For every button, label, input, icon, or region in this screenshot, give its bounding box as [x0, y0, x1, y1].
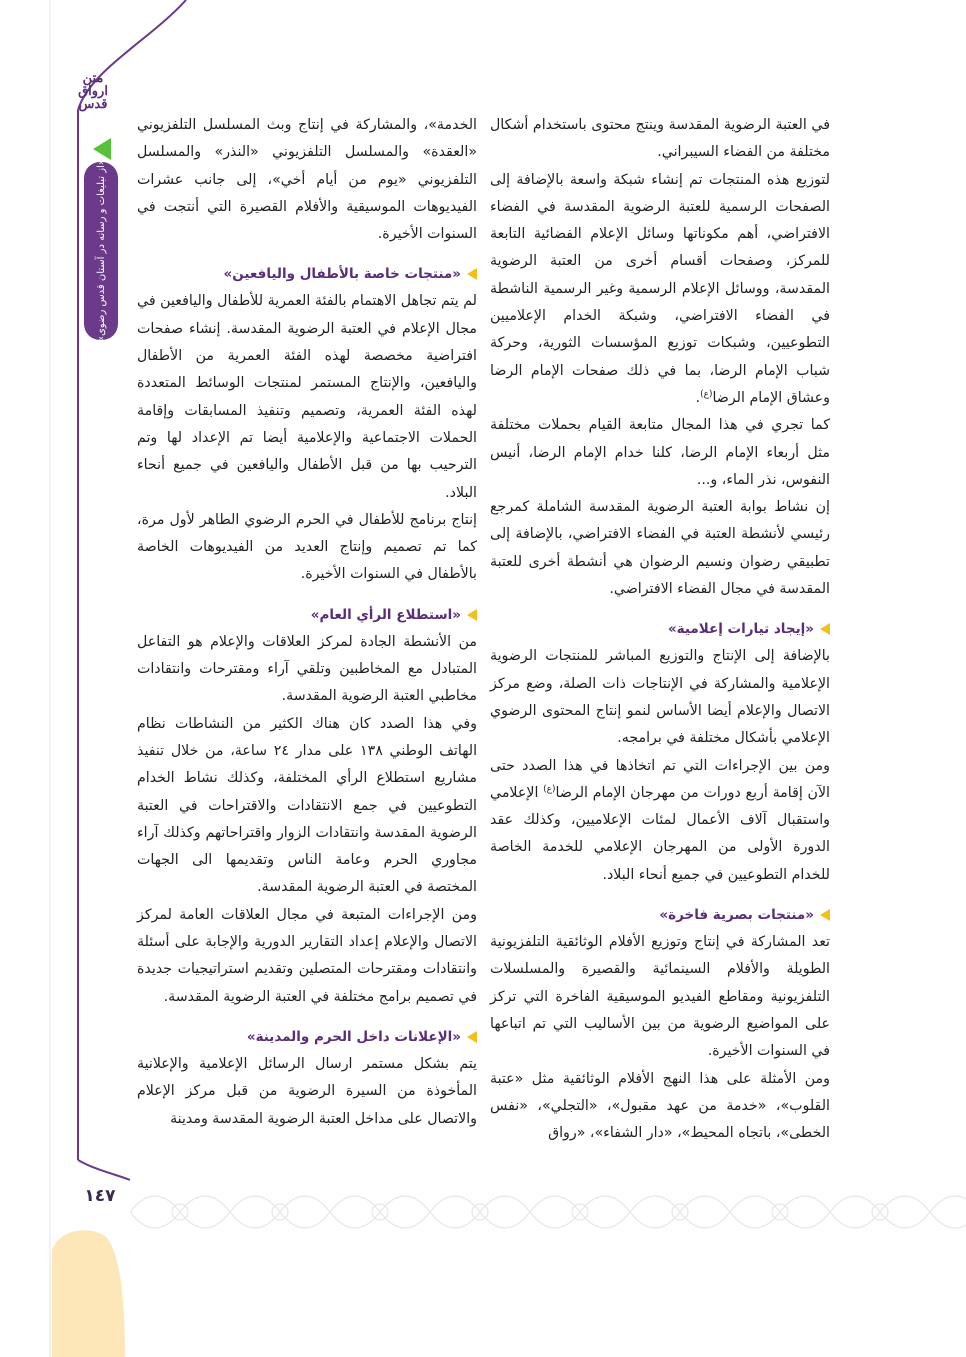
paragraph: الخدمة»، والمشاركة في إنتاج وبث المسلسل التلفزيوني «العقدة» والمسلسل التلفزيوني «النذر» والمسلسل التلفزيوني «يوم من أيام أخي»، إلى جانب عشرات الفيديوهات الموسيقية والأفلام القصيرة التي أنتجت في السنوات الأخيرة. [137, 117, 477, 243]
paragraph: إنتاج برنامج للأطفال في الحرم الرضوي الطاهر لأول مرة، كما تم تصميم وإنتاج العديد من الفيديوهات الخاصة بالأطفال في السنوات الأخيرة. [137, 511, 477, 583]
heading-arrow-icon [820, 909, 830, 921]
paragraph: في العتبة الرضوية المقدسة وينتج محتوى باستخدام أشكال مختلفة من الفضاء السيبراني. [490, 117, 830, 161]
decorative-pattern [130, 1180, 966, 1244]
paragraph: ومن بين الإجراءات التي تم اتخاذها في هذا الصدد حتى الآن إقامة أربع دورات من مهرجان الإمام الرضا$^{(ع)}$ الإعلامي واستقبال آلاف الأعمال لمئات الإعلاميين، وكذلك عقد الدورة الأولى من المهرجان الإعلامي للخدمة الخاصة للخدام التطوعيين في جميع أنحاء البلاد. [490, 757, 830, 883]
side-banner-text: «از تبلیغات و رسانه در آستان قدس رضوی» [95, 159, 107, 343]
paragraph: وفي هذا الصدد كان هناك الكثير من النشاطات نظام الهاتف الوطني ١٣٨ على مدار ٢٤ ساعة، من خلال تنفيذ مشاريع استطلاع الرأي المختلفة، وكذلك نشاط الخدام التطوعيين في جمع الانتقادات والاقتراحات في العتبة الرضوية المقدسة وانتقادات الزوار واقتراحاتهم وكذلك آراء مجاوري الحرم وعامة الناس وتقديمها الى الجهات المختصة في العتبة الرضوية المقدسة. [137, 715, 478, 896]
paragraph: إن نشاط بوابة العتبة الرضوية المقدسة الشاملة كمرجع رئيسي لأنشطة العتبة في الفضاء الافتراضي، بالإضافة إلى تطبيقي رضوان ونسيم الرضوان هي أنشطة أخرى للعتبة المقدسة في مجال الفضاء الافتراضي. [490, 499, 830, 598]
paragraph: ومن الأمثلة على هذا النهج الأفلام الوثائقية مثل «عتبة القلوب»، «خدمة من عهد مقبول»، «التجلي»، «نفس الخطى»، باتجاه المحيط»، «دار الشفاء»، «رواق [490, 1070, 830, 1142]
paragraph: لتوزيع هذه المنتجات تم إنشاء شبكة واسعة بالإضافة إلى الصفحات الرسمية للعتبة الرضوية المقدسة في الفضاء الافتراضي، أهم مكوناتها وسائل الإعلام الفضائية التابعة للمركز، وصفحات أقسام أخرى من العتبة الرضوية المقدسة، ووسائل الإعلام الرسمية وغير الرسمية الناشطة في الفضاء الافتراضي، وشبكة الخدام الإعلاميين التطوعيين، وشبكات توزيع المؤسسات الثورية، وحركة شباب الإمام الرضا، بما في ذلك صفحات الإمام الرضا وعشاق الإمام الرضا$^{(ع)}$. [490, 171, 830, 406]
right-column [490, 112, 830, 1147]
section-heading: «منتجات بصرية فاخرة» [490, 903, 830, 927]
section-heading: «إيجاد تيارات إعلامية» [490, 617, 830, 641]
paragraph: ومن الإجراءات المتبعة في مجال العلاقات العامة لمركز الاتصال والإعلام إعداد التقارير الدورية والإجابة على أسئلة وانتقادات ومقترحات المتصلين وتقديم استراتيجيات جديدة في تصميم برامج مختلفة في العتبة الرضوية المقدسة. [137, 906, 477, 1005]
section-heading: «الإعلانات داخل الحرم والمدينة» [137, 1025, 477, 1049]
paragraph: بالإضافة إلى الإنتاج والتوزيع المباشر للمنتجات الرضوية الإعلامية والمشاركة في الإنتاجات ذات الصلة، وضع مركز الاتصال والإعلام أيضا الأساس لنمو إنتاج المحتوى الرضوي الإعلامي بأشكال مختلفة في برامجه. [490, 648, 830, 747]
paragraph: تعد المشاركة في إنتاج وتوزيع الأفلام الوثائقية التلفزيونية الطويلة والأفلام السينمائية والقصيرة والمسلسلات التلفزيونية ومقاطع الفيديو الموسيقية الفاخرة التي تركز على المواضيع الرضوية من بين الأساليب التي تم اتباعها في السنوات الأخيرة. [490, 934, 830, 1060]
green-triangle-icon [93, 138, 111, 160]
section-heading: «منتجات خاصة بالأطفال واليافعين» [137, 262, 477, 286]
left-column [137, 112, 477, 1133]
heading-arrow-icon [467, 609, 477, 621]
heading-arrow-icon [467, 1031, 477, 1043]
heading-arrow-icon [467, 268, 477, 280]
logo-emblem: متن ارواق قدس [78, 71, 108, 112]
section-side-banner [84, 159, 118, 343]
section-heading: «استطلاع الرأي العام» [137, 603, 477, 627]
paragraph: من الأنشطة الجادة لمركز العلاقات والإعلام هو التفاعل المتبادل مع المخاطبين وتلقي آراء ومقترحات وانتقادات مخاطبي العتبة الرضوية المقدسة. [137, 633, 477, 705]
paragraph: كما تجري في هذا المجال متابعة القيام بحملات مختلفة مثل أربعاء الإمام الرضا، كلنا خدام الإمام الرضا، أنيس النفوس، نذر الماء، و... [490, 417, 830, 488]
paragraph: يتم بشكل مستمر ارسال الرسائل الإعلامية والإعلانية المأخوذة من السيرة الرضوية من قبل مركز الإعلام والاتصال على مداخل العتبة الرضوية المقدسة ومدينة [137, 1055, 477, 1127]
page-number: ١٤٧ [84, 1186, 116, 1206]
paragraph: لم يتم تجاهل الاهتمام بالفئة العمرية للأطفال واليافعين في مجال الإعلام في العتبة الرضوية المقدسة. إنشاء صفحات افتراضية مخصصة لهذه الفئة العمرية من الأطفال واليافعين، والإنتاج المستمر لمنتجات الوسائط المتعددة لهذه الفئة العمرية، وتصميم وتنفيذ المسابقات وإقامة الحملات الاجتماعية والإعلامية أيضا تم الإعداد لها وتم الترحيب بها من قبل الأطفال واليافعين في جميع أنحاء البلاد. [137, 293, 477, 501]
heading-arrow-icon [820, 623, 830, 635]
